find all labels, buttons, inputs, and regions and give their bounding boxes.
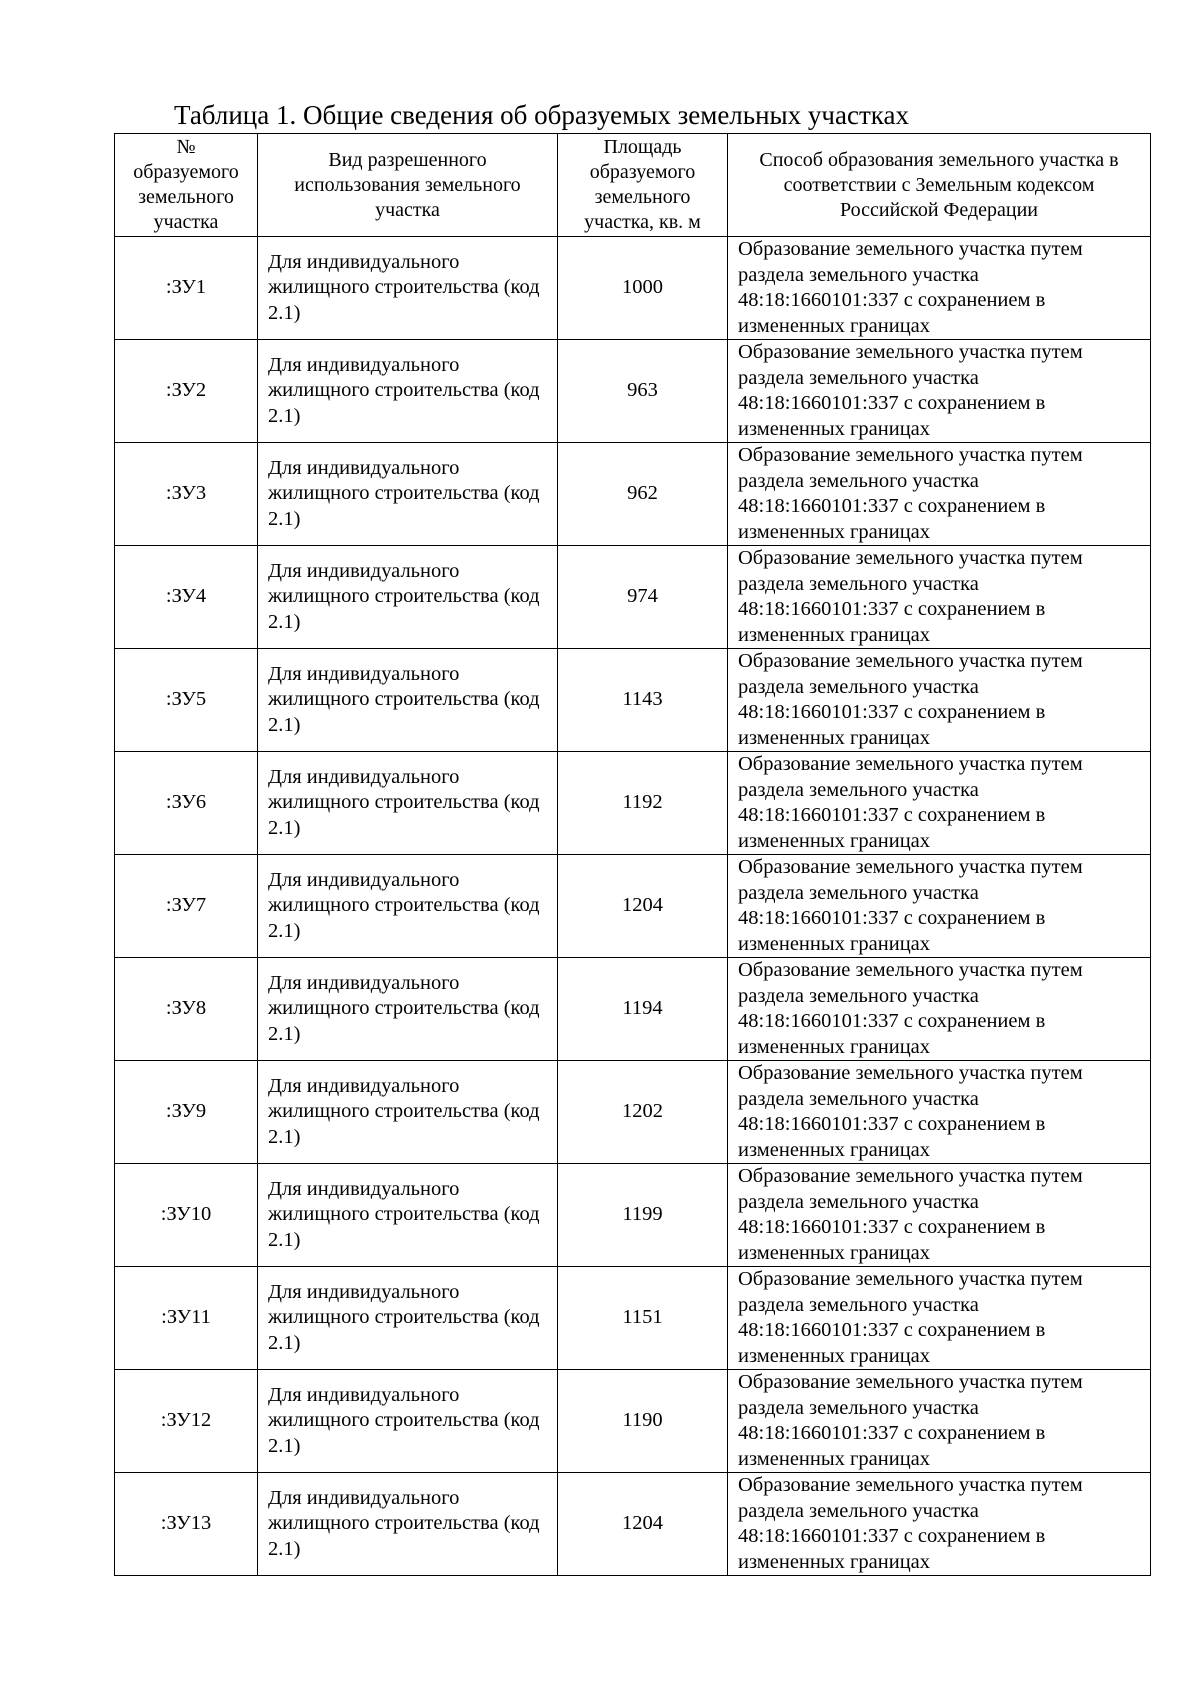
table-title: Таблица 1. Общие сведения об образуемых земельных участках: [174, 100, 909, 130]
cell-permitted-use: Для индивидуального жилищного строительства (код 2.1): [258, 237, 558, 340]
cell-formation-method: Образование земельного участка путем раздела земельного участка 48:18:1660101:337 с сохранением в измененных границах: [728, 340, 1151, 443]
table-row: [115, 1473, 1151, 1576]
table-row: [115, 237, 1151, 340]
table-row: [115, 1370, 1151, 1473]
cell-area: 1202: [558, 1061, 728, 1164]
cell-permitted-use: Для индивидуального жилищного строительства (код 2.1): [258, 1370, 558, 1473]
cell-area: 963: [558, 340, 728, 443]
header-area: Площадь образуемого земельного участка, кв. м: [558, 134, 728, 237]
cell-permitted-use: Для индивидуального жилищного строительства (код 2.1): [258, 855, 558, 958]
cell-formation-method: Образование земельного участка путем раздела земельного участка 48:18:1660101:337 с сохранением в измененных границах: [728, 1370, 1151, 1473]
cell-area: 1194: [558, 958, 728, 1061]
table-row: [115, 752, 1151, 855]
cell-permitted-use: Для индивидуального жилищного строительства (код 2.1): [258, 1267, 558, 1370]
cell-permitted-use: Для индивидуального жилищного строительства (код 2.1): [258, 340, 558, 443]
cell-formation-method: Образование земельного участка путем раздела земельного участка 48:18:1660101:337 с сохранением в измененных границах: [728, 855, 1151, 958]
table-row: [115, 649, 1151, 752]
cell-plot-number: :ЗУ13: [115, 1473, 258, 1576]
cell-plot-number: :ЗУ4: [115, 546, 258, 649]
cell-formation-method: Образование земельного участка путем раздела земельного участка 48:18:1660101:337 с сохранением в измененных границах: [728, 649, 1151, 752]
cell-area: 974: [558, 546, 728, 649]
cell-plot-number: :ЗУ3: [115, 443, 258, 546]
cell-formation-method: Образование земельного участка путем раздела земельного участка 48:18:1660101:337 с сохранением в измененных границах: [728, 1164, 1151, 1267]
table-row: [115, 340, 1151, 443]
cell-area: 1204: [558, 1473, 728, 1576]
cell-plot-number: :ЗУ6: [115, 752, 258, 855]
cell-area: 1204: [558, 855, 728, 958]
cell-area: 1151: [558, 1267, 728, 1370]
cell-area: 962: [558, 443, 728, 546]
cell-plot-number: :ЗУ8: [115, 958, 258, 1061]
cell-plot-number: :ЗУ5: [115, 649, 258, 752]
cell-permitted-use: Для индивидуального жилищного строительства (код 2.1): [258, 443, 558, 546]
cell-area: 1199: [558, 1164, 728, 1267]
land-plots-table: [114, 133, 1151, 1576]
header-formation-method: Способ образования земельного участка в соответствии с Земельным кодексом Российской Федерации: [728, 134, 1151, 237]
table-row: [115, 443, 1151, 546]
cell-formation-method: Образование земельного участка путем раздела земельного участка 48:18:1660101:337 с сохранением в измененных границах: [728, 237, 1151, 340]
cell-permitted-use: Для индивидуального жилищного строительства (код 2.1): [258, 1164, 558, 1267]
cell-plot-number: :ЗУ1: [115, 237, 258, 340]
cell-formation-method: Образование земельного участка путем раздела земельного участка 48:18:1660101:337 с сохранением в измененных границах: [728, 958, 1151, 1061]
header-plot-number: № образуемого земельного участка: [115, 134, 258, 237]
cell-formation-method: Образование земельного участка путем раздела земельного участка 48:18:1660101:337 с сохранением в измененных границах: [728, 1061, 1151, 1164]
cell-formation-method: Образование земельного участка путем раздела земельного участка 48:18:1660101:337 с сохранением в измененных границах: [728, 752, 1151, 855]
cell-plot-number: :ЗУ7: [115, 855, 258, 958]
cell-permitted-use: Для индивидуального жилищного строительства (код 2.1): [258, 752, 558, 855]
cell-area: 1192: [558, 752, 728, 855]
cell-plot-number: :ЗУ12: [115, 1370, 258, 1473]
cell-formation-method: Образование земельного участка путем раздела земельного участка 48:18:1660101:337 с сохранением в измененных границах: [728, 546, 1151, 649]
table-body: [115, 237, 1151, 1576]
cell-area: 1143: [558, 649, 728, 752]
table-row: [115, 1267, 1151, 1370]
table-header-row: [115, 134, 1151, 237]
cell-formation-method: Образование земельного участка путем раздела земельного участка 48:18:1660101:337 с сохранением в измененных границах: [728, 1267, 1151, 1370]
cell-plot-number: :ЗУ2: [115, 340, 258, 443]
cell-formation-method: Образование земельного участка путем раздела земельного участка 48:18:1660101:337 с сохранением в измененных границах: [728, 443, 1151, 546]
cell-plot-number: :ЗУ10: [115, 1164, 258, 1267]
cell-permitted-use: Для индивидуального жилищного строительства (код 2.1): [258, 1473, 558, 1576]
cell-permitted-use: Для индивидуального жилищного строительства (код 2.1): [258, 649, 558, 752]
table-row: [115, 1164, 1151, 1267]
table-row: [115, 958, 1151, 1061]
table-row: [115, 855, 1151, 958]
cell-area: 1000: [558, 237, 728, 340]
header-permitted-use: Вид разрешенного использования земельного участка: [258, 134, 558, 237]
cell-plot-number: :ЗУ9: [115, 1061, 258, 1164]
cell-formation-method: Образование земельного участка путем раздела земельного участка 48:18:1660101:337 с сохранением в измененных границах: [728, 1473, 1151, 1576]
cell-plot-number: :ЗУ11: [115, 1267, 258, 1370]
table-row: [115, 1061, 1151, 1164]
cell-permitted-use: Для индивидуального жилищного строительства (код 2.1): [258, 958, 558, 1061]
cell-permitted-use: Для индивидуального жилищного строительства (код 2.1): [258, 1061, 558, 1164]
table-row: [115, 546, 1151, 649]
cell-permitted-use: Для индивидуального жилищного строительства (код 2.1): [258, 546, 558, 649]
cell-area: 1190: [558, 1370, 728, 1473]
